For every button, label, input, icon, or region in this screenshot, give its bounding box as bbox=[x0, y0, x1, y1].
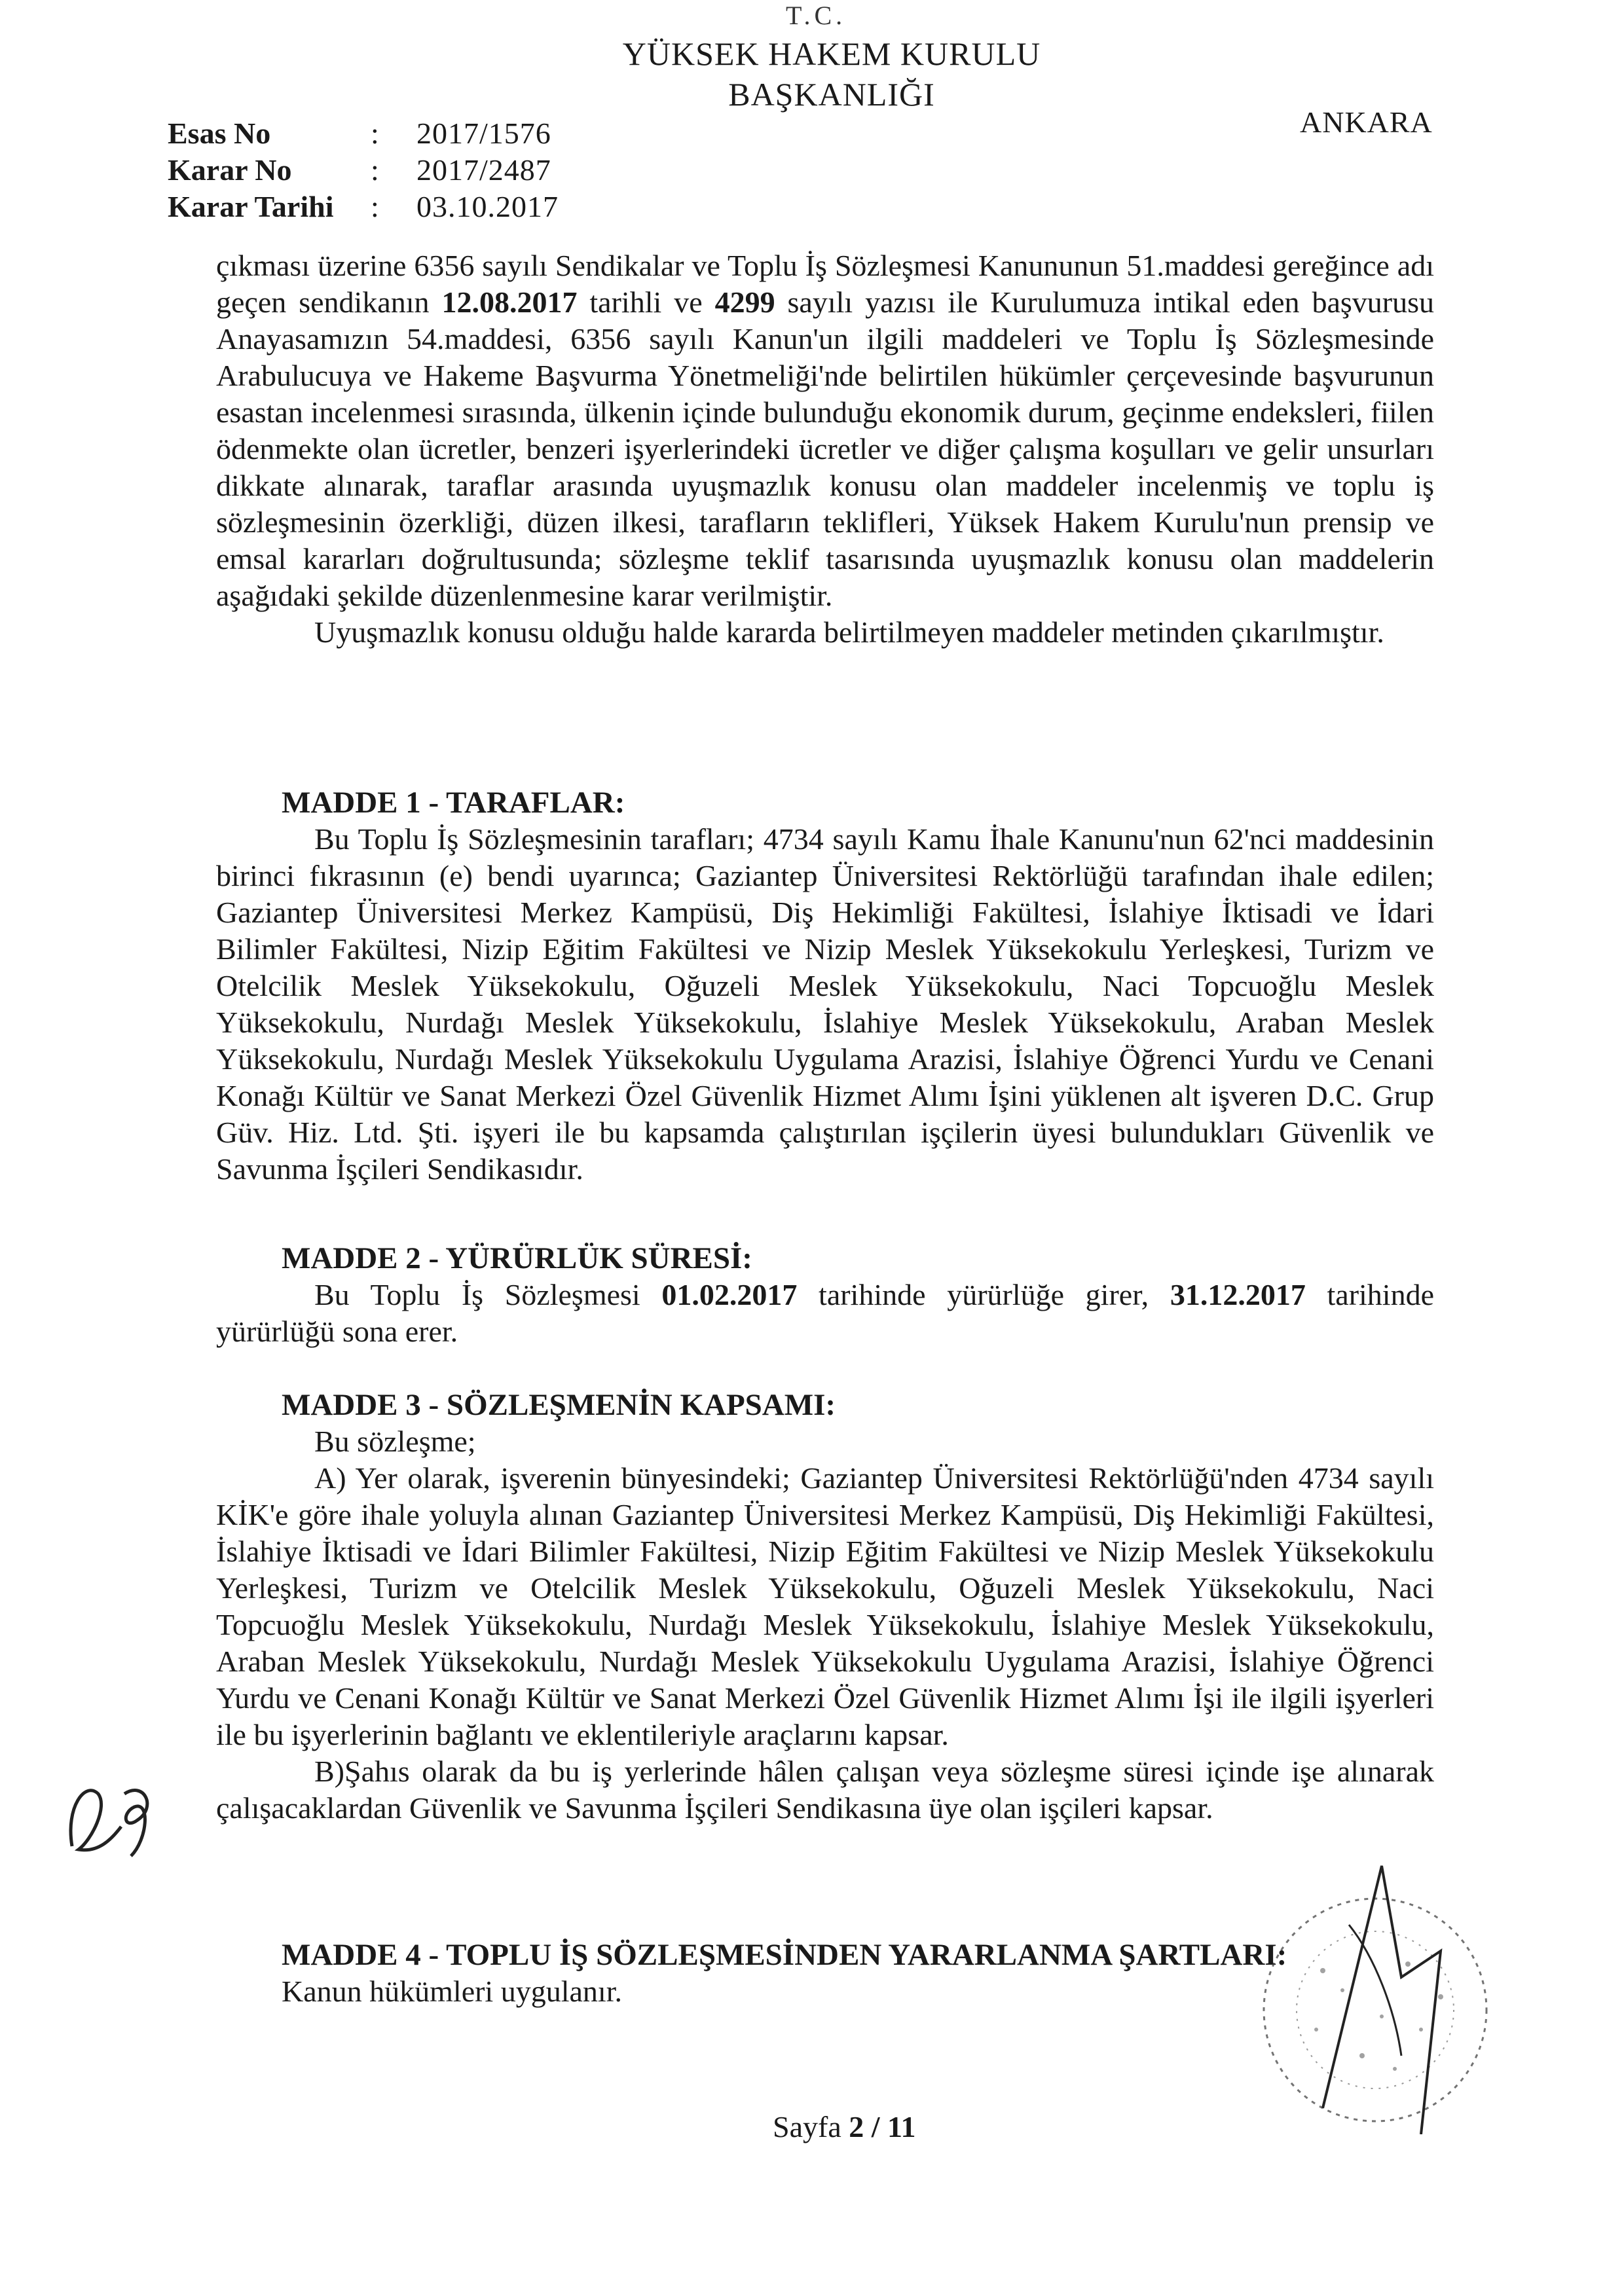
page-separator: / bbox=[864, 2110, 888, 2143]
page-current: 2 bbox=[849, 2110, 864, 2143]
case-meta bbox=[168, 115, 559, 225]
intro-date: 12.08.2017 bbox=[441, 285, 578, 319]
madde-1-text: Bu Toplu İş Sözleşmesinin tarafları; 4734 sayılı Kamu İhale Kanunu'nun 62'nci maddesinin birinci fıkrasının (e) bendi uyarınca; Gaziantep Üniversitesi Rektörlüğü tarafından ihale edilen; Gaziantep Üniversitesi Merkez Kampüsü, Diş Hekimliği Fakültesi, İslahiye İktisadi ve İdari Bilimler Fakültesi, Nizip Eğitim Fakültesi ve Nizip Meslek Yüksekokulu Yerleşkesi, Turizm ve Otelcilik Meslek Yüksekokulu, Oğuzeli Meslek Yüksekokulu, Naci Topcuoğlu Meslek Yüksekokulu, Nurdağı Meslek Yüksekokulu, İslahiye Meslek Yüksekokulu, Araban Meslek Yüksekokulu, Nurdağı Meslek Yüksekokulu Uygulama Arazisi, İslahiye Öğrenci Yurdu ve Cenani Konağı Kültür ve Sanat Merkezi Özel Güvenlik Hizmet Alımı İşini yüklenen alt işveren D.C. Grup Güv. Hiz. Ltd. Şti. işyeri ile bu kapsamda çalıştırılan işçilerin üyesi bulundukları Güvenlik ve Savunma İşçileri Sendikasıdır. bbox=[216, 822, 1434, 1186]
intro-number: 4299 bbox=[714, 285, 775, 319]
madde-2-text bbox=[216, 1277, 1434, 1350]
madde-3-clause-b: B)Şahıs olarak da bu iş yerlerinde hâlen çalışan veya sözleşme süresi içinde işe alınarak çalışacaklardan Güvenlik ve Savunma İşçileri Sendikasına üye olan işçileri kapsar. bbox=[216, 1755, 1434, 1825]
madde-1-section bbox=[216, 784, 1434, 1188]
madde-1-heading: MADDE 1 - TARAFLAR: bbox=[282, 786, 625, 820]
official-stamp bbox=[1244, 1859, 1532, 2138]
madde-2-text-b: tarihinde yürürlüğe girer, bbox=[797, 1278, 1170, 1311]
initials-drawing bbox=[59, 1768, 164, 1866]
karar-label: Karar No bbox=[168, 153, 292, 187]
intro-paragraph-2: Uyuşmazlık konusu olduğu halde kararda belirtilmeyen maddeler metinden çıkarılmıştır. bbox=[314, 615, 1384, 649]
page-number bbox=[773, 2109, 916, 2144]
city-label: ANKARA bbox=[1300, 105, 1433, 139]
tarih-value: 03.10.2017 bbox=[416, 190, 559, 223]
header-tc-fragment: T.C. bbox=[786, 1, 847, 30]
karar-row bbox=[168, 152, 559, 189]
intro-text-a: çıkması üzerine 6356 sayılı Sendikalar ve Toplu İş Sözleşmesi Kanununun 51.maddesi gereğince adı geçen sendikanın bbox=[216, 249, 1434, 319]
madde-3-clause-a: A) Yer olarak, işverenin bünyesindeki; Gaziantep Üniversitesi Rektörlüğü'nden 4734 sayılı KİK'e göre ihale yoluyla alınan Gaziantep Üniversitesi Merkez Kampüsü, Diş Hekimliği Fakültesi, İslahiye İktisadi ve İdari Bilimler Fakültesi, Nizip Eğitim Fakültesi ve Nizip Meslek Yüksekokulu Yerleşkesi, Turizm ve Otelcilik Meslek Yüksekokulu, Oğuzeli Meslek Yüksekokulu, Naci Topcuoğlu Meslek Yüksekokulu, Nurdağı Meslek Yüksekokulu, İslahiye Meslek Yüksekokulu, Araban Meslek Yüksekokulu, Nurdağı Meslek Yüksekokulu Uygulama Arazisi, İslahiye Öğrenci Yurdu ve Cenani Konağı Kültür ve Sanat Merkezi Özel Güvenlik Hizmet Alımı İşi ile ilgili işyerleri ile bu işyerlerinin bağlantı ve eklentileriyle araçlarını kapsar. bbox=[216, 1461, 1434, 1751]
esas-row bbox=[168, 115, 559, 152]
institution-title: YÜKSEK HAKEM KURULU bbox=[622, 35, 1041, 72]
colon: : bbox=[371, 117, 379, 150]
karar-value: 2017/2487 bbox=[416, 153, 551, 187]
madde-2-text-c: tarihinde yürürlüğü sona erer. bbox=[216, 1278, 1434, 1348]
page-total: 11 bbox=[887, 2110, 916, 2143]
madde-2-end-date: 31.12.2017 bbox=[1170, 1278, 1306, 1311]
tarih-row bbox=[168, 189, 559, 225]
institution-subtitle: BAŞKANLIĞI bbox=[728, 76, 935, 113]
madde-2-text-a: Bu Toplu İş Sözleşmesi bbox=[314, 1278, 662, 1311]
madde-3-intro: Bu sözleşme; bbox=[314, 1425, 476, 1458]
intro-paragraph bbox=[216, 247, 1434, 614]
handwritten-initials bbox=[59, 1768, 164, 1869]
intro-section bbox=[216, 247, 1434, 651]
intro-text-c: sayılı yazısı ile Kurulumuza intikal eden başvurusu Anayasamızın 54.maddesi, 6356 sayılı Kanun'un ilgili maddeleri ve Toplu İş Sözleşmesinde Arabulucuya ve Hakeme Başvurma Yönetmeliği'nde belirtilen hükümler çerçevesinde başvurunun esastan incelenmesi sırasında, ülkenin içinde bulunduğu ekonomik durum, geçinme endeksleri, fiilen ödenmekte olan ücretler, benzeri işyerlerindeki ücretler ve diğer çalışma koşulları ve gelir unsurları dikkate alınarak, taraflar arasında uyuşmazlık konusu olan maddeler incelenmiş ve toplu iş sözleşmesinin özerkliği, düzen ilkesi, tarafların teklifleri, Yüksek Hakem Kurulu'nun prensip ve emsal kararları doğrultusunda; sözleşme teklif tasarısında uyuşmazlık konusu olan maddelerin aşağıdaki şekilde düzenlenmesine karar verilmiştir. bbox=[216, 285, 1434, 612]
tarih-label: Karar Tarihi bbox=[168, 190, 334, 223]
madde-2-heading: MADDE 2 - YÜRÜRLÜK SÜRESİ: bbox=[282, 1241, 752, 1275]
madde-3-section bbox=[216, 1387, 1434, 1827]
colon: : bbox=[371, 190, 379, 223]
colon: : bbox=[371, 153, 379, 187]
madde-4-heading: MADDE 4 - TOPLU İŞ SÖZLEŞMESİNDEN YARARLANMA ŞARTLARI: bbox=[282, 1938, 1287, 1972]
page-prefix: Sayfa bbox=[773, 2110, 849, 2143]
intro-text-b: tarihli ve bbox=[577, 285, 715, 319]
madde-2-section bbox=[216, 1240, 1434, 1350]
madde-3-heading: MADDE 3 - SÖZLEŞMENİN KAPSAMI: bbox=[282, 1388, 836, 1422]
esas-value: 2017/1576 bbox=[416, 117, 551, 150]
esas-label: Esas No bbox=[168, 117, 271, 150]
stamp-seal bbox=[1244, 1859, 1532, 2134]
madde-4-text: Kanun hükümleri uygulanır. bbox=[282, 1975, 622, 2008]
madde-2-start-date: 01.02.2017 bbox=[661, 1278, 798, 1311]
